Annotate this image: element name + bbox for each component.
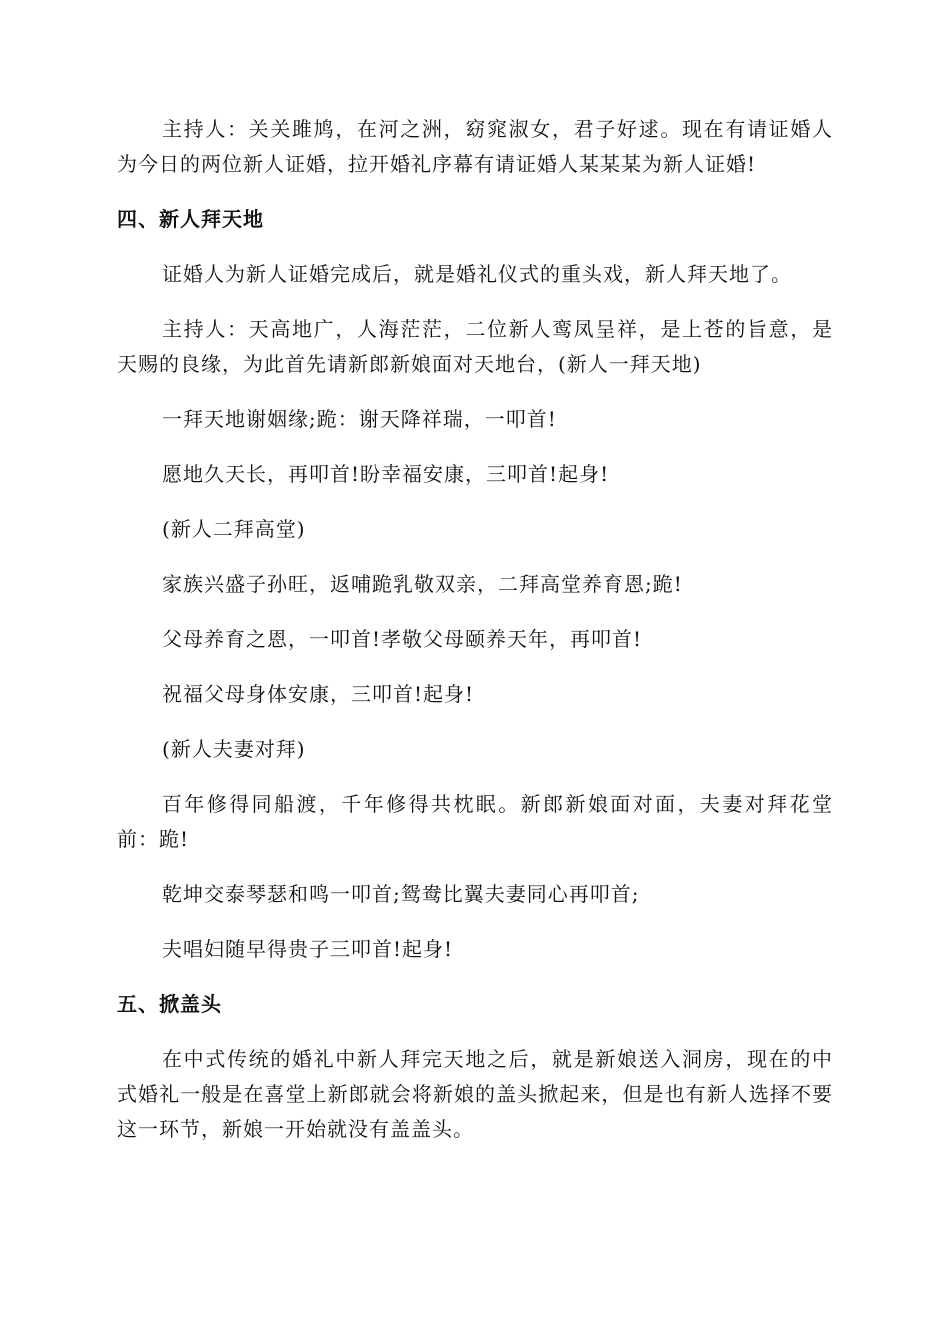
paragraph-second-bow: 家族兴盛子孙旺，返哺跪乳敬双亲，二拜高堂养育恩;跪! [162,572,683,596]
paragraph-veil-lifting: 在中式传统的婚礼中新人拜完天地之后，就是新娘送入洞房，现在的中式婚礼一般是在喜堂上新郎就会将新娘的盖头掀起来，但是也有新人选择不要这一环节，新娘一开始就没有盖盖头。 [117,1047,833,1141]
section-heading-five: 五、掀盖头 [117,992,222,1016]
paragraph-ceremony-intro: 证婚人为新人证婚完成后，就是婚礼仪式的重头戏，新人拜天地了。 [162,262,792,286]
document-body [117,112,833,1147]
paragraph-first-bow: 一拜天地谢姻缘;跪：谢天降祥瑞，一叩首! [162,407,557,431]
paragraph-host-heaven-earth: 主持人：天高地广，人海茫茫，二位新人鸾凤呈祥，是上苍的旨意，是天赐的良缘，为此首先请新郎新娘面对天地台，(新人一拜天地) [117,317,833,376]
paragraph-second-bow-note: (新人二拜高堂) [162,517,306,541]
paragraph-parents-gratitude: 父母养育之恩，一叩首!孝敬父母颐养天年，再叩首! [162,627,643,651]
paragraph-host-opening: 主持人：关关雎鸠，在河之洲，窈窕淑女，君子好逑。现在有请证婚人为今日的两位新人证婚，拉开婚礼序幕有请证婚人某某某为新人证婚! [117,117,833,176]
paragraph-parents-blessing: 祝福父母身体安康，三叩首!起身! [162,682,475,706]
paragraph-final-kowtow: 夫唱妇随早得贵子三叩首!起身! [162,937,454,961]
paragraph-first-bow-continued: 愿地久天长，再叩首!盼幸福安康，三叩首!起身! [162,462,610,486]
section-heading-four: 四、新人拜天地 [117,207,264,231]
paragraph-harmony: 乾坤交泰琴瑟和鸣一叩首;鸳鸯比翼夫妻同心再叩首; [162,882,640,906]
paragraph-couple-bow-note: (新人夫妻对拜) [162,737,306,761]
paragraph-couple-bow: 百年修得同船渡，千年修得共枕眠。新郎新娘面对面，夫妻对拜花堂前：跪! [117,792,833,851]
